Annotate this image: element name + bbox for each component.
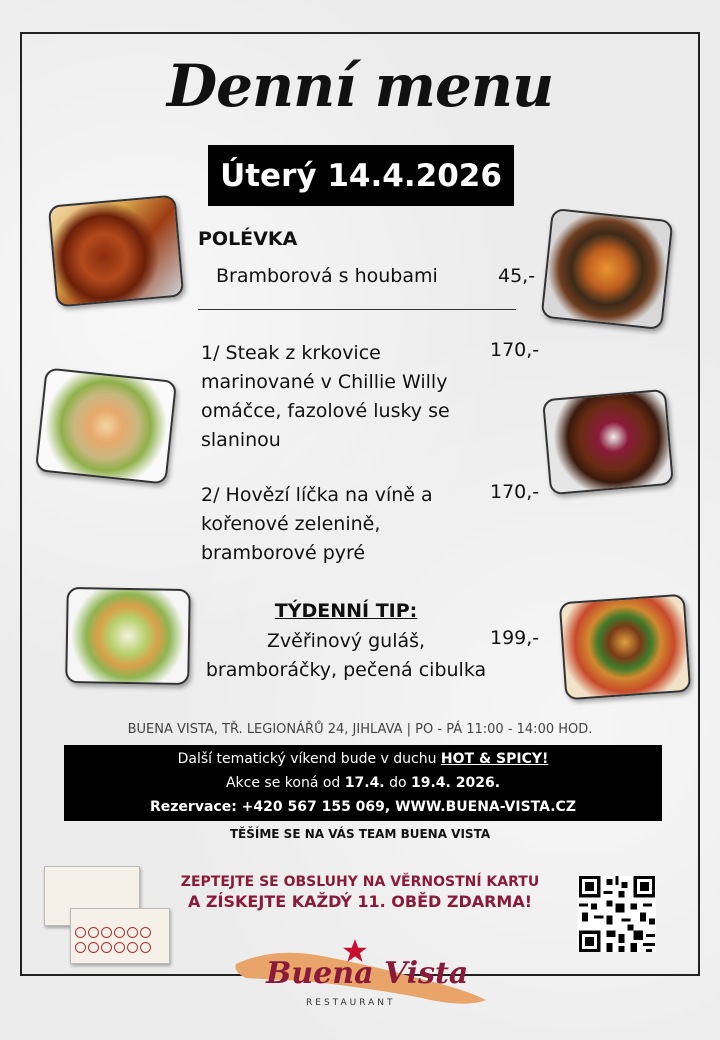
food-photo-chicken — [48, 195, 184, 308]
loyalty-line-2: A ZÍSKEJTE KAŽDÝ 11. OBĚD ZDARMA! — [187, 892, 533, 911]
event-line2-prefix: Akce se koná od — [225, 775, 341, 791]
soup-heading: POLÉVKA — [198, 228, 298, 250]
loyalty-line-1: ZEPTEJTE SE OBSLUHY NA VĚRNOSTNÍ KARTU — [180, 874, 540, 890]
weekly-tip-text — [196, 627, 496, 685]
event-line-3 — [64, 795, 662, 819]
qr-code-icon[interactable] — [578, 876, 656, 952]
weekly-tip-line2: bramboráčky, pečená cibulka — [205, 659, 487, 681]
event-line-1 — [64, 747, 662, 771]
brand-logo — [232, 938, 494, 1022]
food-photo-potatoes — [541, 208, 674, 330]
brand-logo-text: Buena Vista — [266, 956, 469, 991]
event-banner — [64, 745, 662, 821]
menu-title: Denní menu — [166, 52, 554, 120]
loyalty-card-image — [44, 866, 174, 966]
dish-2-price: 170,- — [490, 481, 540, 503]
dish-1-price: 170,- — [490, 339, 540, 361]
weekly-tip-line1: Zvěřinový guláš, — [266, 630, 426, 652]
event-reservation: Rezervace: +420 567 155 069, WWW.BUENA-VISTA.CZ — [150, 799, 576, 815]
food-photo-salad — [65, 587, 191, 685]
event-date-from: 17.4. — [344, 775, 385, 791]
loyalty-promo — [180, 872, 540, 912]
weekly-tip-heading: TÝDENNÍ TIP: — [274, 600, 418, 622]
event-date-to: 19.4. 2026. — [411, 775, 501, 791]
event-line1-prefix: Další tematický víkend bude v duchu — [177, 751, 437, 767]
weekly-tip-price: 199,- — [490, 627, 540, 649]
food-photo-ribs — [542, 389, 674, 495]
soup-name: Bramborová s houbami — [216, 265, 438, 287]
divider — [198, 309, 516, 310]
food-photo-pasta — [35, 367, 177, 484]
greeting: TĚŠÍME SE NA VÁS TEAM BUENA VISTA — [229, 827, 491, 841]
address: BUENA VISTA, TŘ. LEGIONÁŘŮ 24, JIHLAVA | PO - PÁ 11:00 - 14:00 HOD. — [127, 722, 593, 737]
date-banner: Úterý 14.4.2026 — [208, 145, 514, 206]
loyalty-card-back — [70, 908, 170, 964]
food-photo-burger — [559, 594, 692, 701]
brand-logo-subtitle: RESTAURANT — [306, 998, 396, 1008]
dish-1: 1/ Steak z krkovice marinované v Chillie Willy omáčce, fazolové lusky se slaninou — [201, 342, 450, 451]
soup-price: 45,- — [498, 265, 536, 287]
dish-2: 2/ Hovězí líčka na víně a kořenové zelenině, bramborové pyré — [201, 484, 433, 564]
event-line2-mid: do — [389, 775, 407, 791]
event-line-2 — [64, 771, 662, 795]
event-highlight: HOT & SPICY! — [440, 751, 549, 767]
